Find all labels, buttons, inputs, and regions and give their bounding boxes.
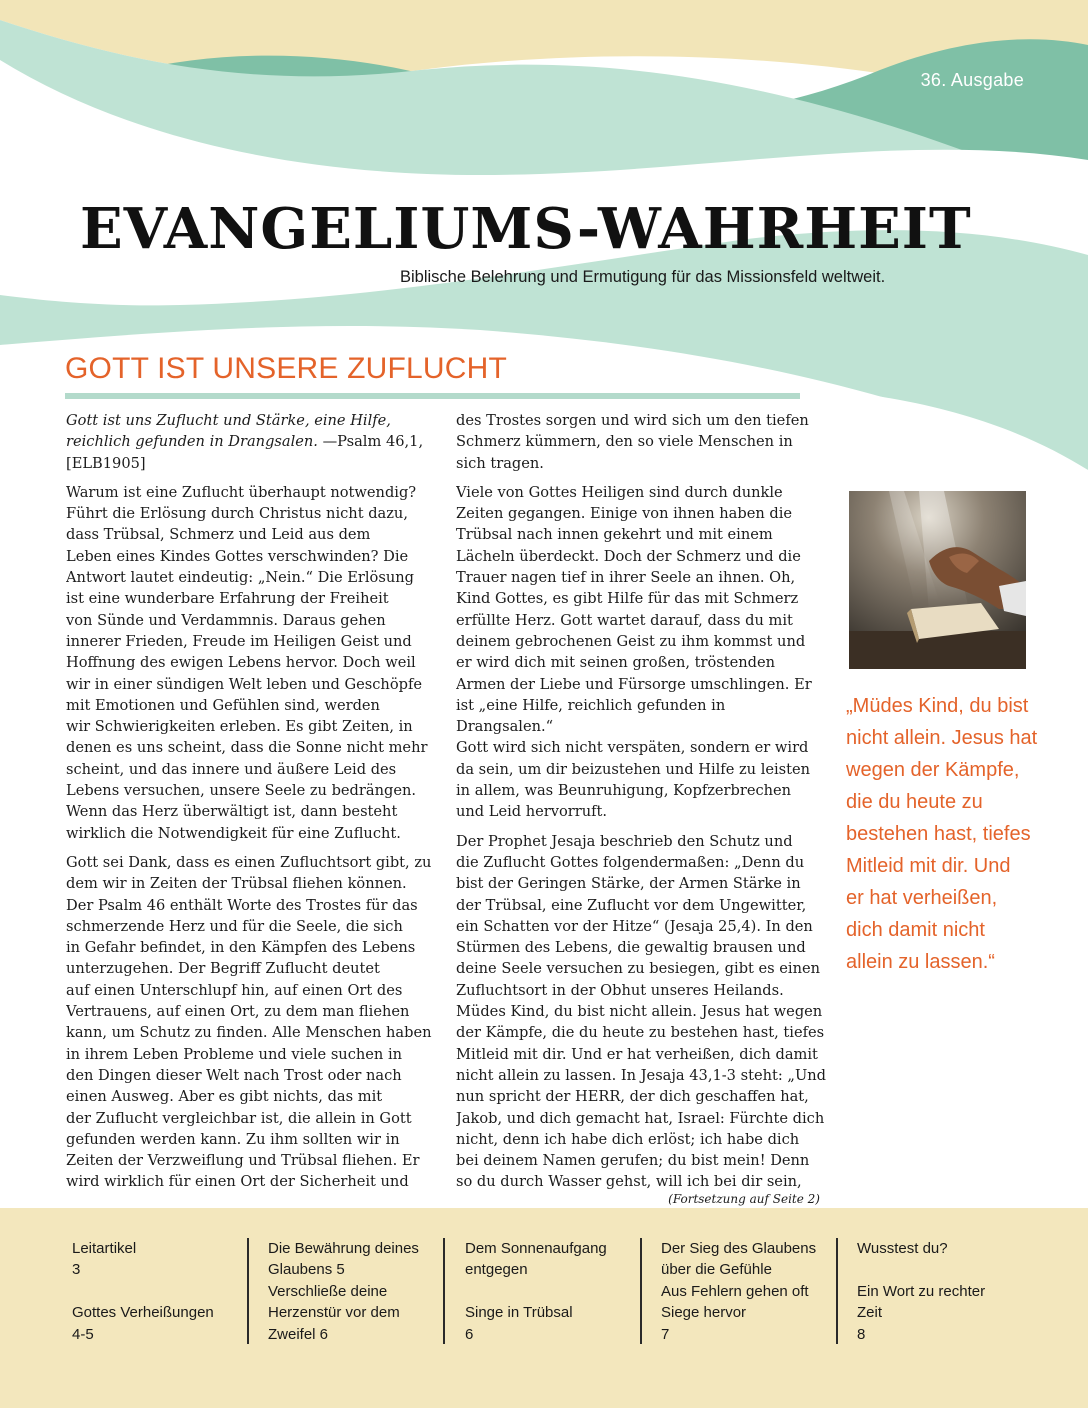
toc-column-1[interactable]: Leitartikel 3 Gottes Verheißungen 4-5 (72, 1240, 214, 1343)
praying-hands-bible-photo (849, 491, 1026, 669)
toc-column-4[interactable]: Der Sieg des Glaubens über die Gefühle Aus Fehlern gehen oft Siege hervor 7 (661, 1240, 817, 1343)
table-of-contents-footer (0, 1208, 1088, 1408)
toc-divider (836, 1238, 838, 1344)
epigraph (66, 410, 438, 474)
article-column-1 (66, 410, 438, 1196)
epigraph-text: Gott ist uns Zuflucht und Stärke, eine Hilfe, reichlich gefunden in Drangsalen. (66, 412, 391, 451)
continuation-note: (Fortsetzung auf Seite 2) (668, 1192, 820, 1206)
pull-quote: „Müdes Kind, du bist nicht allein. Jesus hat wegen der Kämpfe, die du heute zu bestehen hast, tiefes Mitleid mit dir. Und er hat verheißen, dich damit nicht allein zu lassen.“ (846, 695, 1038, 973)
toc-column-2[interactable]: Die Bewährung deines Glaubens 5 Verschließe deine Herzenstür vor dem Zweifel 6 (268, 1240, 419, 1343)
paragraph: des Trostes sorgen und wird sich um den tiefen Schmerz kümmern, den so viele Menschen in sich tragen. (456, 412, 809, 472)
paragraph: Der Prophet Jesaja beschrieb den Schutz und die Zuflucht Gottes folgendermaßen: „Denn du bist der Geringen Stärke, der Armen Stärke in der Trübsal, eine Zuflucht vor dem Ungewitter, ein Schatten vor der Hitze“ (Jesaja 25,4). In den Stürmen des Lebens, die gewaltig brausen und deine Seele versuchen zu besiegen, gibt es einen Zufluchtsort in der Obhut unseres Heilands. Müdes Kind, du bist nicht allein. Jesus hat wegen der Kämpfe, die du heute zu bestehen hast, tiefes Mitleid mit dir. Und er hat verheißen, dich damit nicht allein zu lassen. In Jesaja 43,1-3 steht: „Und nun spricht der HERR, der dich geschaffen hat, Jakob, und dich gemacht hat, Israel: Fürchte dich nicht, denn ich habe dich erlöst; ich habe dich bei deinem Namen gerufen; du bist mein! Denn so du durch Wasser gehst, will ich bei dir sein, (456, 832, 826, 1191)
toc-divider (247, 1238, 249, 1344)
toc-column-3[interactable]: Dem Sonnenaufgang entgegen Singe in Trübsal 6 (465, 1240, 607, 1343)
toc-column-5[interactable]: Wusstest du? Ein Wort zu rechter Zeit 8 (857, 1240, 986, 1343)
epigraph-citation: —Psalm 46,1, [ELB1905] (66, 433, 424, 472)
paragraph: Gott sei Dank, dass es einen Zufluchtsort gibt, zu dem wir in Zeiten der Trübsal fliehen können. Der Psalm 46 enthält Worte des Trostes für das schmerzende Herz und für die Seele, die sich in Gefahr befindet, in den Kämpfen des Lebens unterzugehen. Der Begriff Zuflucht deutet auf einen Unterschlupf hin, auf einen Ort des Vertrauens, auf einen Ort, zu dem man fliehen kann, um Schutz zu finden. Alle Menschen haben in ihrem Leben Probleme und viele suchen in den Dingen dieser Welt nach Trost oder nach einen Ausweg. Aber es gibt nichts, das mit der Zuflucht vergleichbar ist, die allein in Gott gefunden werden kann. Zu ihm sollten wir in Zeiten der Verzweiflung und Trübsal fliehen. Er wird wirklich für einen Ort der Sicherheit und (66, 853, 432, 1191)
headline-underline (65, 393, 800, 399)
article-column-2 (456, 410, 826, 1196)
masthead-title: EVANGELIUMS-WAHRHEIT (80, 196, 972, 262)
masthead-tagline: Biblische Belehrung und Ermutigung für das Missionsfeld weltweit. (400, 268, 886, 286)
paragraph: Warum ist eine Zuflucht überhaupt notwendig? Führt die Erlösung durch Christus nicht dazu, dass Trübsal, Schmerz und Leid aus dem Leben eines Kindes Gottes verschwinden? Die Antwort lautet eindeutig: „Nein.“ Die Erlösung ist eine wunderbare Erfahrung der Freiheit von Sünde und Verdammnis. Daraus gehen innerer Frieden, Freude im Heiligen Geist und Hoffnung des ewigen Lebens hervor. Doch weil wir in einer sündigen Welt leben und Geschöpfe mit Emotionen und Gefühlen sind, werden wir Schwierigkeiten erleben. Es gibt Zeiten, in denen es uns scheint, dass die Sonne nicht mehr scheint, und das innere und äußere Leid des Lebens versuchen, unsere Seele zu bedrängen. Wenn das Herz überwältigt ist, dann besteht wirklich die Notwendigkeit für eine Zuflucht. (66, 483, 428, 842)
paragraph: Viele von Gottes Heiligen sind durch dunkle Zeiten gegangen. Einige von ihnen haben die Trübsal nach innen gekehrt und mit einem Lächeln überdeckt. Doch der Schmerz und die Trauer nagen tief in ihrer Seele an ihnen. Oh, Kind Gottes, es gibt Hilfe für das mit Schmerz erfüllte Herz. Gott wartet darauf, dass du mit deinem gebrochenen Geist zu ihm kommst und er wird dich mit seinen großen, tröstenden Armen der Liebe und Fürsorge umschlingen. Er ist „eine Hilfe, reichlich gefunden in Drangsalen.“ Gott wird sich nicht verspäten, sondern er wird da sein, um dir beizustehen und Hilfe zu leisten in allem, was Beunruhigung, Kopfzerbrechen und Leid hervorruft. (456, 483, 812, 821)
toc-divider (640, 1238, 642, 1344)
toc-divider (443, 1238, 445, 1344)
issue-number: 36. Ausgabe (920, 70, 1024, 90)
article-headline: GOTT IST UNSERE ZUFLUCHT (65, 352, 508, 385)
